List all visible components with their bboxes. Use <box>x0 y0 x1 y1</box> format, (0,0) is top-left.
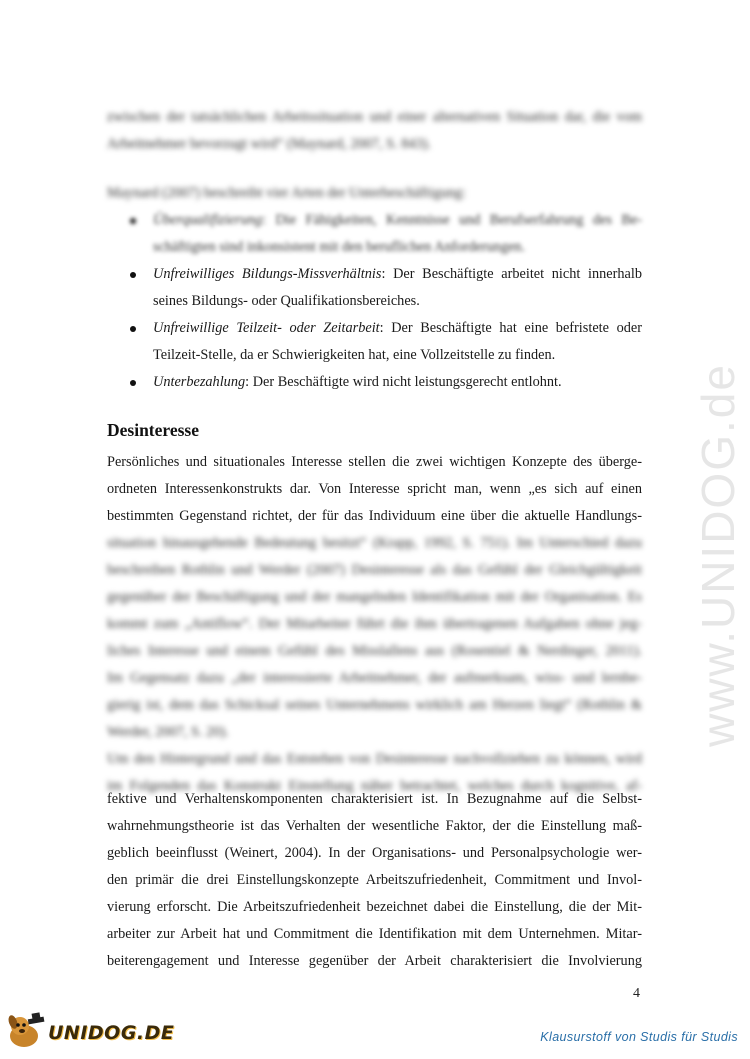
lead-in-paragraph <box>107 180 642 207</box>
list-item-education-mismatch: Unfreiwilliges Bildungs-Missverhältnis: Der Beschäftigte arbeitet nicht innerhalb seines Bildungs- oder Qualifikationsbereiches. <box>107 261 642 315</box>
lead-in-line: Maynard (2007) beschreibt vier Arten der Unterbeschäftigung: <box>107 185 466 201</box>
text-line: wahrnehmungstheorie ist das Verhalten der wesentliche Faktor, der die Einstellung maß- <box>107 818 642 834</box>
dog-mascot-icon <box>4 1010 50 1050</box>
underemployment-list <box>107 207 642 396</box>
text-line: fektive und Verhaltenskomponenten charakterisiert ist. In Bezugnahme auf die Selbst- <box>107 791 642 807</box>
text-line: kommt zum „Antiflow“. Der Mitarbeiter führt die ihm übertragenen Aufgaben ohne jeg- <box>107 616 642 632</box>
paragraph-attitude <box>107 786 642 975</box>
list-item-involuntary-parttime: Unfreiwillige Teilzeit- oder Zeitarbeit: Der Beschäftigte hat eine befristete oder Teilzeit-Stelle, da er Schwierigkeiten hat, eine Vollzeitstelle zu finden. <box>107 315 642 369</box>
bullet-dot <box>130 380 136 386</box>
bullet-text: Die Fähigkeiten, Kenntnisse und Berufserfahrung des Be- <box>275 212 642 228</box>
unidog-logo <box>4 1010 175 1050</box>
bullet-term: Unterbezahlung <box>153 374 246 390</box>
text-line: liches Interesse und einem Gefühl des Misslallens aus (Rosentiel & Nerdinger, 2011). <box>107 643 642 659</box>
bullet-dot <box>130 326 136 332</box>
text-line: situation hinausgehende Bedeutung besitzt“ (Krapp, 1992, S. 751). Im Unterschied dazu <box>107 535 642 551</box>
bullet-dot <box>130 218 136 224</box>
text-line: geblich beeinflusst (Weinert, 2004). In der Organisations- und Personalpsychologie wer- <box>107 845 642 861</box>
intro-line-2: Arbeitnehmer bevorzugt wird“ (Maynard, 2007, S. 843). <box>107 136 431 152</box>
text-line: beiterengagement und Interesse gegenüber der Arbeit charakterisiert die Involvierung <box>107 953 642 969</box>
text-line: Persönliches und situationales Interesse stellen die zwei wichtigen Konzepte des überge- <box>107 454 642 470</box>
intro-paragraph <box>107 104 642 158</box>
list-item-underpayment: Unterbezahlung: Der Beschäftigte wird nicht leistungsgerecht entlohnt. <box>107 369 642 396</box>
bullet-text: Der Beschäftigte arbeitet nicht innerhalb <box>393 266 642 282</box>
bullet-text-cont: schäftigten sind inkonsistent mit den beruflichen Anforderungen. <box>153 239 526 255</box>
logo-wordmark: UNIDOG.DE <box>48 1022 175 1044</box>
bullet-text: Der Beschäftigte hat eine befristete oder <box>391 320 642 336</box>
bullet-text-cont: Teilzeit-Stelle, da er Schwierigkeiten hat, eine Vollzeitstelle zu finden. <box>153 347 556 363</box>
blurred-section <box>107 530 642 800</box>
text-line: arbeiter zur Arbeit hat und Commitment die Identifikation mit dem Unternehmen. Mitar- <box>107 926 642 942</box>
text-line: vierung erforscht. Die Arbeitszufriedenheit bezeichnet dabei die Einstellung, die der Mit- <box>107 899 642 915</box>
text-line: Werder, 2007, S. 20). <box>107 724 229 740</box>
intro-line-1: zwischen der tatsächlichen Arbeitssituation und einer alternativen Situation dar, die vom <box>107 109 642 125</box>
bullet-dot <box>130 272 136 278</box>
vertical-watermark: www.UNIDOG.de <box>692 363 744 747</box>
text-line: den primär die drei Einstellungskonzepte Arbeitszufriedenheit, Commitment und Invol- <box>107 872 642 888</box>
list-item-overqualification: Überqualifizierung: Die Fähigkeiten, Kenntnisse und Berufserfahrung des Be- schäftigten sind inkonsistent mit den beruflichen Anforderungen. <box>107 207 642 261</box>
bullet-term: Unfreiwillige Teilzeit- oder Zeitarbeit <box>153 320 380 336</box>
text-line: Im Gegensatz dazu „der interessierte Arbeitnehmer, der aufmerksam, wiss- und lernbe- <box>107 670 642 686</box>
text-line: gegenüber der Beschäftigung und der mangelnden Identifikation mit der Organisation. Es <box>107 589 642 605</box>
footer-slogan: Klausurstoff von Studis für Studis <box>540 1030 738 1044</box>
page-number: 4 <box>633 986 640 1001</box>
text-line: gierig ist, dem das Schicksal seines Unternehmens wirklich am Herzen liegt“ (Rothlin & <box>107 697 642 713</box>
bullet-text-cont: seines Bildungs- oder Qualifikationsbereiches. <box>153 293 420 309</box>
text-line: ordneten Interessenkonstrukts dar. Von Interesse spricht man, wenn „es sich auf einen <box>107 481 642 497</box>
section-heading: Desinteresse <box>107 420 200 440</box>
paragraph-interest <box>107 449 642 530</box>
bullet-term: Überqualifizierung <box>153 212 263 228</box>
bullet-text: Der Beschäftigte wird nicht leistungsgerecht entlohnt. <box>252 374 562 390</box>
text-line: im Folgenden das Konstrukt Einstellung näher betrachtet, welches durch kognitive, af- <box>107 778 642 794</box>
text-line: Um den Hintergrund und das Entstehen von Desinteresse nachvollziehen zu können, wird <box>107 751 642 767</box>
text-line: bestimmten Gegenstand richtet, der für das Individuum eine über die aktuelle Handlungs- <box>107 508 642 524</box>
bullet-term: Unfreiwilliges Bildungs-Missverhältnis <box>153 266 382 282</box>
text-line: beschreiben Rothlin und Werder (2007) Desinteresse als das Gefühl der Gleichgültigkeit <box>107 562 642 578</box>
